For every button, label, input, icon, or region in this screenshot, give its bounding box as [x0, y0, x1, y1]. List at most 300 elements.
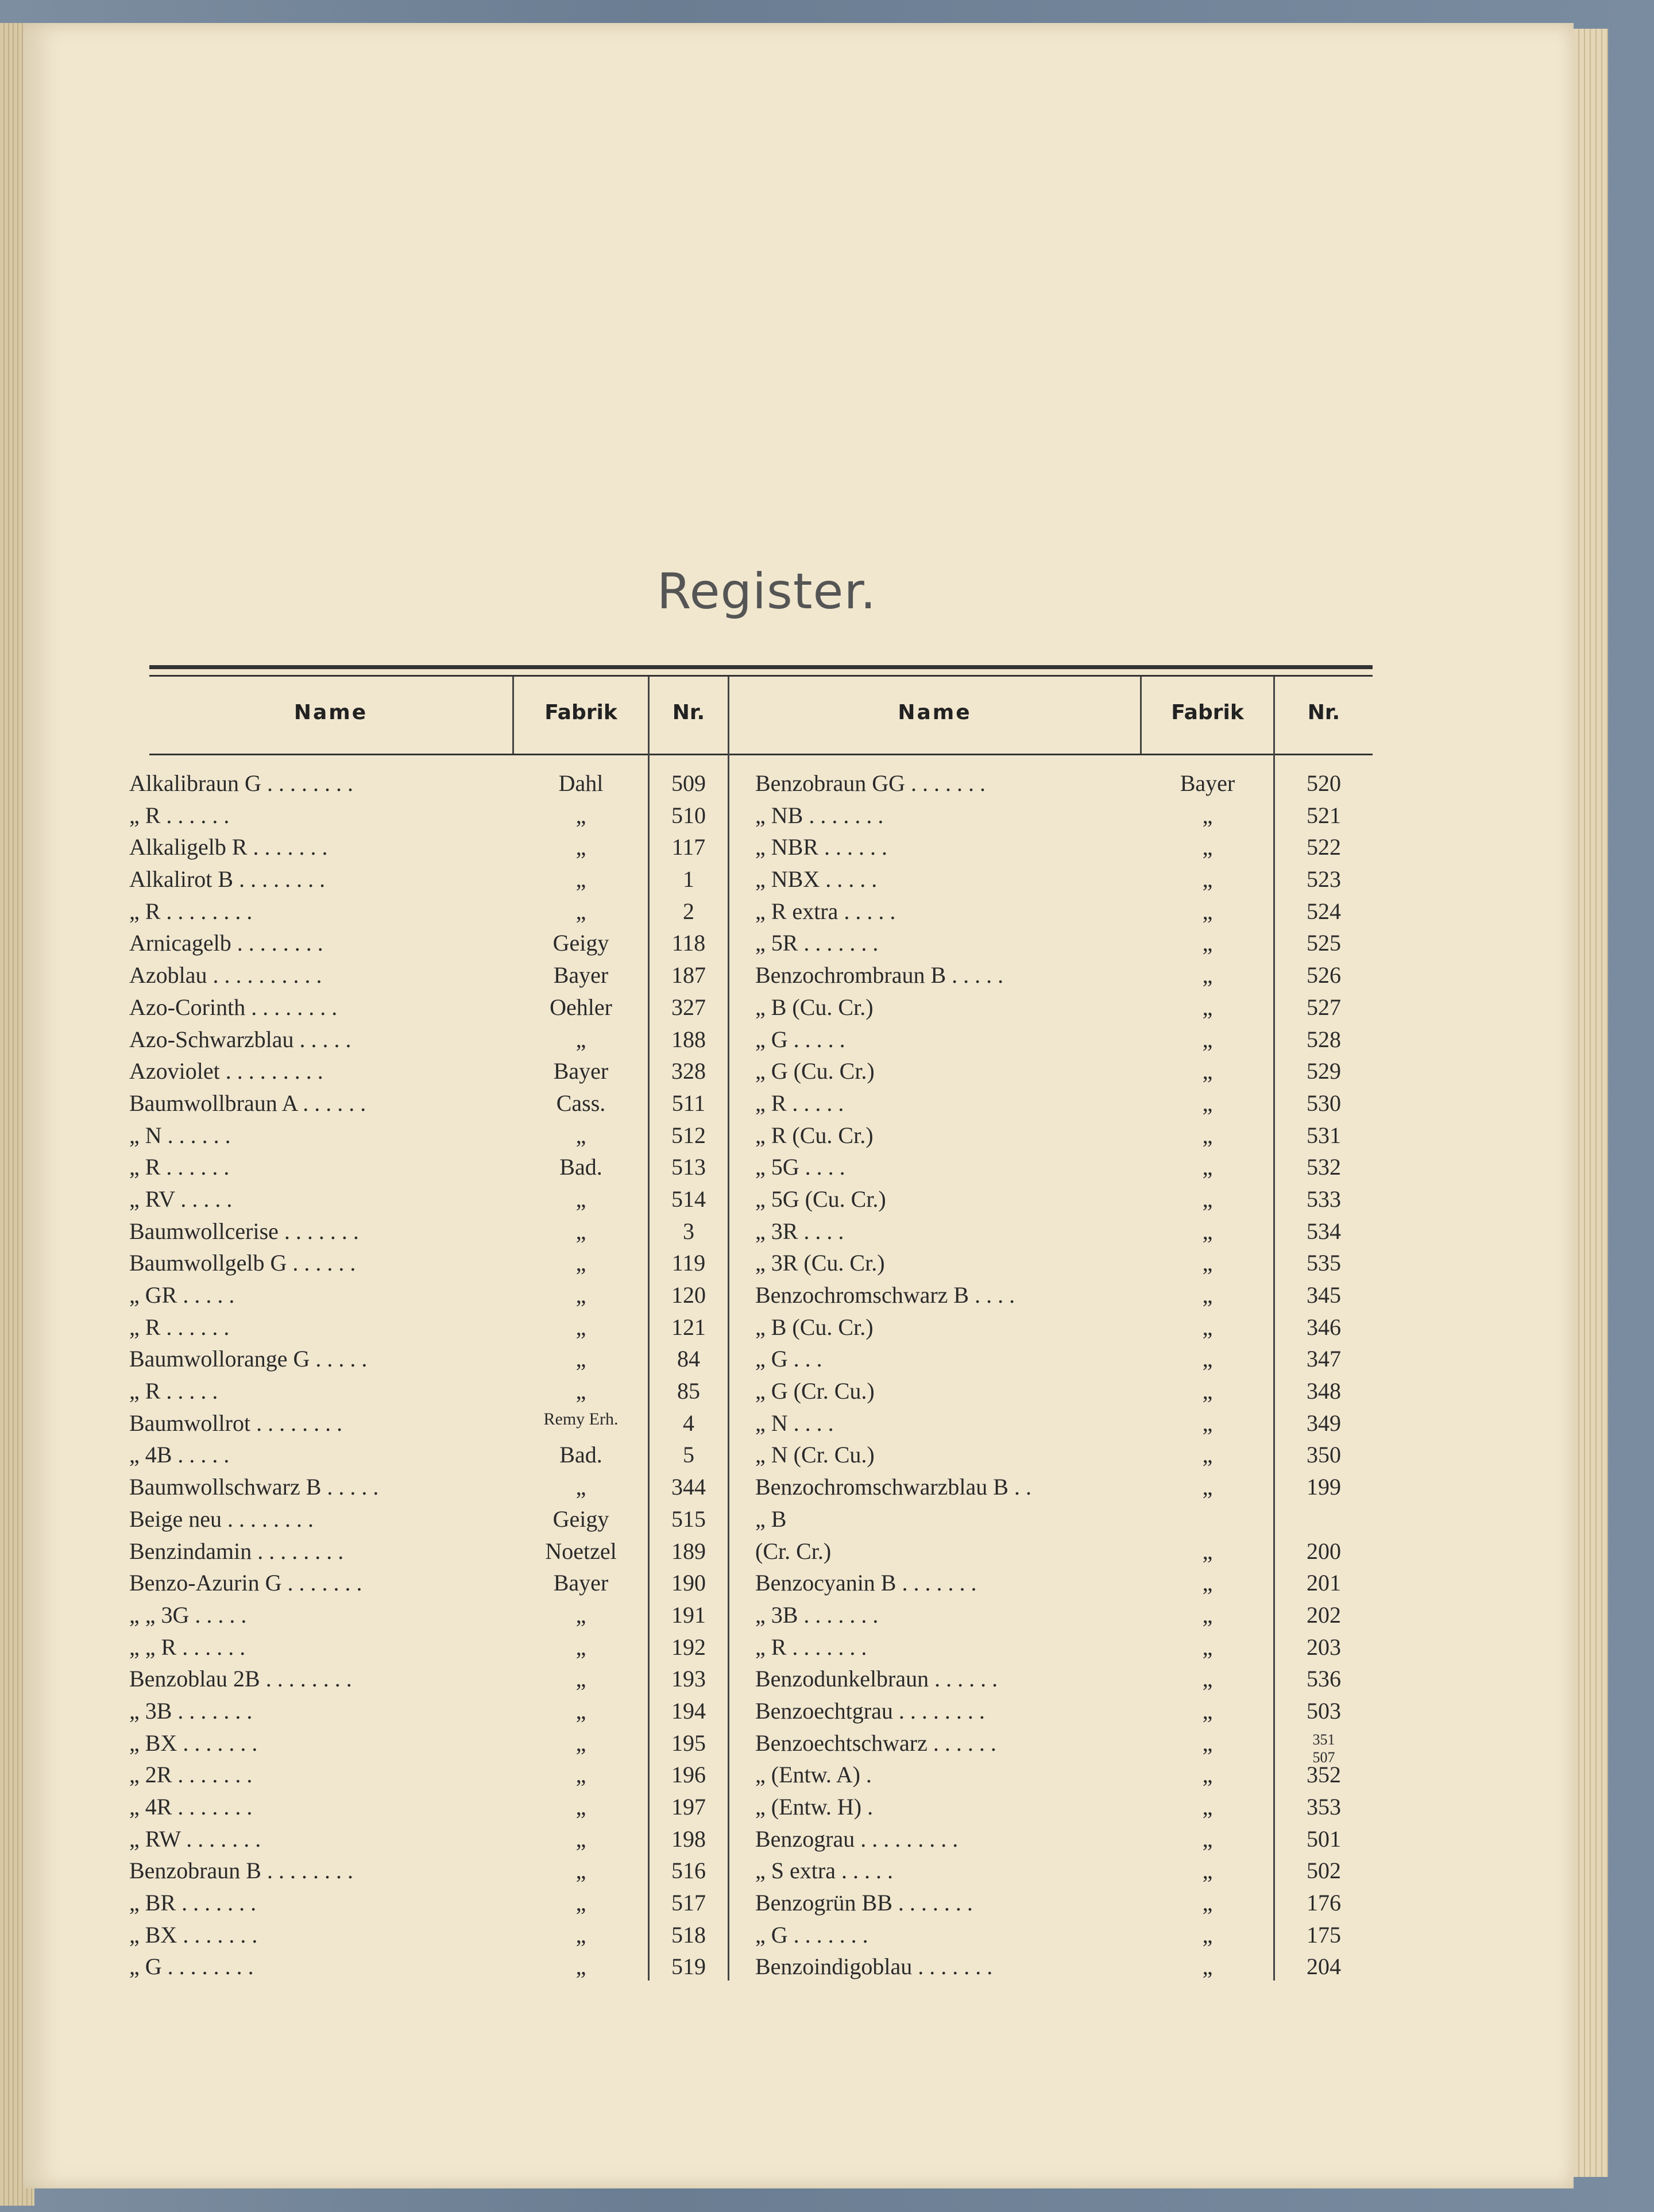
table-row: [129, 898, 728, 930]
table-row: [129, 929, 728, 962]
entry-name: „ R . . . . . . . .: [129, 898, 253, 924]
entry-number: 119: [671, 1250, 706, 1276]
entry-name: Benzobraun B . . . . . . . .: [129, 1858, 353, 1884]
table-row: [755, 1026, 1375, 1058]
entry-number: 502: [1307, 1858, 1341, 1884]
entry-name: Baumwollrot . . . . . . . .: [129, 1410, 343, 1436]
entry-name: Benzogrün BB . . . . . . .: [755, 1890, 973, 1916]
entry-fabrik: „: [575, 1474, 586, 1500]
entry-number: 353: [1307, 1794, 1341, 1820]
entry-number: 518: [671, 1921, 706, 1948]
entry-number: 534: [1307, 1218, 1341, 1244]
entry-name: „ N (Cr. Cu.): [755, 1442, 875, 1468]
entry-fabrik: „: [1202, 930, 1213, 956]
entry-name: „ R . . . . .: [755, 1090, 844, 1116]
entry-number: 118: [671, 930, 706, 956]
entry-name: Benzochromschwarz B . . . .: [755, 1282, 1015, 1308]
table-row: [129, 1410, 728, 1442]
entry-number: 201: [1307, 1570, 1341, 1596]
table-row: [129, 962, 728, 994]
entry-fabrik: „: [1202, 1026, 1213, 1052]
entry-number: 4: [683, 1410, 694, 1436]
entry-number-second: 507: [1312, 1748, 1335, 1766]
entry-number: 523: [1307, 866, 1341, 893]
entry-number: 515: [671, 1505, 706, 1532]
top-rule-thin: [149, 675, 1373, 677]
entry-number: 189: [671, 1538, 706, 1564]
entry-number: 175: [1307, 1921, 1341, 1948]
entry-name: Azoblau . . . . . . . . . .: [129, 962, 322, 989]
entry-number: 197: [671, 1794, 706, 1820]
table-row: [129, 1697, 728, 1730]
table-row: [755, 1218, 1375, 1250]
table-row: [129, 833, 728, 866]
entry-number: 528: [1307, 1026, 1341, 1052]
entry-fabrik: Bayer: [553, 962, 609, 989]
table-row: [755, 1665, 1375, 1697]
entry-name: „ R . . . . . .: [129, 1154, 230, 1180]
entry-number: 176: [1307, 1890, 1341, 1916]
table-row: [755, 1281, 1375, 1314]
entry-fabrik: „: [575, 1825, 586, 1852]
entry-name: Arnicagelb . . . . . . . .: [129, 930, 323, 956]
entry-number: 503: [1307, 1697, 1341, 1724]
entry-name: „ 3R . . . .: [755, 1218, 844, 1244]
header-rule: [149, 754, 1373, 755]
table-row: [755, 1953, 1375, 1985]
entry-name: Alkalirot B . . . . . . . .: [129, 866, 326, 893]
entry-number: 3: [683, 1218, 694, 1244]
table-row: [129, 1538, 728, 1570]
entry-number: 198: [671, 1825, 706, 1852]
entry-number: 519: [671, 1954, 706, 1980]
entry-number: 195: [671, 1730, 706, 1756]
entry-number: 196: [671, 1762, 706, 1788]
entry-fabrik: Bad.: [559, 1154, 602, 1180]
entry-fabrik: „: [575, 1122, 586, 1148]
entry-number: 521: [1307, 802, 1341, 828]
entry-name: „ BX . . . . . . .: [129, 1730, 258, 1756]
entry-name: „ „ R . . . . . .: [129, 1634, 246, 1660]
table-row: [755, 802, 1375, 834]
table-row: [755, 929, 1375, 962]
entry-number: 532: [1307, 1154, 1341, 1180]
entry-fabrik: „: [1202, 1666, 1213, 1692]
table-row: [755, 1314, 1375, 1346]
table-row: [755, 1505, 1375, 1538]
table-row: [755, 1538, 1375, 1570]
entry-name: „ BX . . . . . . .: [129, 1921, 258, 1948]
entry-number: 535: [1307, 1250, 1341, 1276]
entry-fabrik: „: [1202, 1314, 1213, 1340]
entry-fabrik: „: [575, 1218, 586, 1244]
left-column: [129, 770, 728, 1985]
entry-fabrik: „: [575, 1250, 586, 1276]
entry-number: 511: [671, 1090, 706, 1116]
entry-name: „ B (Cu. Cr.): [755, 1314, 874, 1340]
entry-fabrik: „: [1202, 1890, 1213, 1916]
entry-number: 501: [1307, 1825, 1341, 1852]
entry-number: 5: [683, 1442, 694, 1468]
entry-fabrik: „: [1202, 994, 1213, 1020]
entry-number: 121: [671, 1314, 706, 1340]
entry-fabrik: „: [575, 1921, 586, 1948]
entry-name: „ G . . . . . . . .: [129, 1954, 254, 1980]
entry-name: Beige neu . . . . . . . .: [129, 1505, 314, 1532]
entry-number: 517: [671, 1890, 706, 1916]
entry-fabrik: „: [575, 898, 586, 924]
top-rule: [149, 665, 1373, 669]
entry-name: „ 5G . . . .: [755, 1154, 845, 1180]
entry-number: 202: [1307, 1601, 1341, 1628]
entry-fabrik: „: [1202, 1825, 1213, 1852]
entry-name: Baumwollgelb G . . . . . .: [129, 1250, 356, 1276]
table-row: [755, 1153, 1375, 1186]
table-row: [129, 1634, 728, 1666]
entry-number: 520: [1307, 770, 1341, 796]
entry-number: 348: [1307, 1378, 1341, 1404]
entry-fabrik: „: [575, 802, 586, 828]
entry-number: 349: [1307, 1410, 1341, 1436]
entry-fabrik: „: [575, 1697, 586, 1724]
header-nr-right: Nr.: [1307, 701, 1340, 724]
table-row: [755, 1921, 1375, 1954]
entry-name: „ BR . . . . . . .: [129, 1890, 257, 1916]
entry-fabrik: Noetzel: [545, 1538, 617, 1564]
table-row: [129, 770, 728, 802]
entry-name: „ R . . . . . . .: [755, 1634, 867, 1660]
table-row: [755, 1634, 1375, 1666]
entry-fabrik: Oehler: [550, 994, 612, 1020]
entry-fabrik: „: [1202, 962, 1213, 989]
entry-fabrik: „: [1202, 1122, 1213, 1148]
entry-fabrik: „: [1202, 802, 1213, 828]
entry-name: „ R . . . . . .: [129, 802, 230, 828]
entry-name: Azoviolet . . . . . . . . .: [129, 1058, 323, 1084]
entry-fabrik: „: [1202, 1538, 1213, 1564]
register-page: [23, 23, 1574, 2188]
table-row: [129, 1601, 728, 1634]
entry-name: „ RV . . . . .: [129, 1186, 233, 1212]
entry-name: Benzocyanin B . . . . . . .: [755, 1570, 977, 1596]
entry-fabrik: Remy Erh.: [543, 1409, 619, 1429]
entry-name: Azo-Corinth . . . . . . . .: [129, 994, 338, 1020]
entry-fabrik: Bayer: [553, 1058, 609, 1084]
entry-fabrik: „: [1202, 1697, 1213, 1724]
entry-number: 203: [1307, 1634, 1341, 1660]
entry-fabrik: „: [575, 1954, 586, 1980]
table-row: [755, 1761, 1375, 1793]
table-row: [129, 1026, 728, 1058]
entry-number: 85: [677, 1378, 700, 1404]
entry-number: 352: [1307, 1762, 1341, 1788]
entry-fabrik: „: [575, 1890, 586, 1916]
header-name-left: Name: [293, 701, 368, 724]
table-row: [129, 1505, 728, 1538]
entry-number: 524: [1307, 898, 1341, 924]
entry-fabrik: „: [575, 834, 586, 860]
entry-name: Baumwollcerise . . . . . . .: [129, 1218, 359, 1244]
table-row: [129, 1793, 728, 1825]
entry-fabrik: „: [1202, 1058, 1213, 1084]
entry-fabrik: „: [1202, 898, 1213, 924]
table-row: [129, 1186, 728, 1218]
entry-fabrik: „: [1202, 866, 1213, 893]
entry-name: „ (Entw. H) .: [755, 1794, 874, 1820]
entry-name: „ 2R . . . . . . .: [129, 1762, 253, 1788]
entry-fabrik: „: [1202, 1921, 1213, 1948]
entry-fabrik: „: [575, 1762, 586, 1788]
entry-name: „ G . . . . .: [755, 1026, 845, 1052]
entry-fabrik: „: [1202, 1346, 1213, 1372]
entry-fabrik: „: [575, 1634, 586, 1660]
table-row: [755, 833, 1375, 866]
entry-number: 120: [671, 1282, 706, 1308]
entry-name: „ 5R . . . . . . .: [755, 930, 879, 956]
table-row: [755, 1473, 1375, 1505]
table-row: [129, 1953, 728, 1985]
table-row: [129, 1825, 728, 1858]
entry-number: 347: [1307, 1346, 1341, 1372]
entry-number: 527: [1307, 994, 1341, 1020]
entry-name: Baumwollorange G . . . . .: [129, 1346, 368, 1372]
entry-fabrik: „: [1202, 1730, 1213, 1756]
table-row: [755, 1249, 1375, 1281]
entry-number: 533: [1307, 1186, 1341, 1212]
entry-name: „ 4B . . . . .: [129, 1442, 230, 1468]
entry-name: (Cr. Cr.): [755, 1538, 832, 1564]
entry-fabrik: „: [575, 1314, 586, 1340]
entry-name: „ G (Cr. Cu.): [755, 1378, 875, 1404]
entry-number: 194: [671, 1697, 706, 1724]
table-row: [755, 1057, 1375, 1090]
entry-fabrik: „: [1202, 1186, 1213, 1212]
entry-number: 187: [671, 962, 706, 989]
entry-name: Benzoechtgrau . . . . . . . .: [755, 1697, 985, 1724]
entry-number: 529: [1307, 1058, 1341, 1084]
entry-fabrik: „: [575, 1026, 586, 1052]
entry-number: 327: [671, 994, 706, 1020]
entry-fabrik: „: [1202, 1442, 1213, 1468]
entry-fabrik: Geigy: [552, 930, 609, 956]
entry-name: „ NBR . . . . . .: [755, 834, 887, 860]
entry-fabrik: Bayer: [553, 1570, 609, 1596]
entry-fabrik: „: [575, 1730, 586, 1756]
entry-name: Benzochromschwarzblau B . .: [755, 1474, 1031, 1500]
entry-number: 350: [1307, 1442, 1341, 1468]
entry-fabrik: „: [575, 1282, 586, 1308]
entry-number: 190: [671, 1570, 706, 1596]
table-row: [755, 1825, 1375, 1858]
entry-number: 344: [671, 1474, 706, 1500]
entry-name: Benzochrombraun B . . . . .: [755, 962, 1004, 989]
header-fabrik-left: Fabrik: [544, 701, 617, 724]
table-row: [755, 1090, 1375, 1122]
entry-number: 512: [671, 1122, 706, 1148]
entry-number: 346: [1307, 1314, 1341, 1340]
entry-number-first: 351: [1312, 1731, 1335, 1748]
entry-fabrik: „: [575, 866, 586, 893]
table-row: [755, 1601, 1375, 1634]
entry-name: Baumwollbraun A . . . . . .: [129, 1090, 366, 1116]
entry-name: „ N . . . . . .: [129, 1122, 231, 1148]
entry-fabrik: Bayer: [1180, 770, 1235, 796]
table-row: [755, 1441, 1375, 1473]
entry-name: Benzograu . . . . . . . . .: [755, 1825, 959, 1852]
entry-number: 525: [1307, 930, 1341, 956]
entry-number: 509: [671, 770, 706, 796]
table-row: [755, 1569, 1375, 1601]
entry-name: „ 3B . . . . . . .: [755, 1601, 879, 1628]
entry-name: Benzoindigoblau . . . . . . .: [755, 1954, 993, 1980]
table-row: [129, 1441, 728, 1473]
entry-name: „ GR . . . . .: [129, 1282, 235, 1308]
entry-fabrik: „: [1202, 1858, 1213, 1884]
entry-name: „ „ 3G . . . . .: [129, 1601, 247, 1628]
entry-fabrik: „: [1202, 1250, 1213, 1276]
entry-fabrik: „: [1202, 1090, 1213, 1116]
center-divider: [728, 677, 729, 1981]
entry-name: Alkalibraun G . . . . . . . .: [129, 770, 353, 796]
entry-number: 530: [1307, 1090, 1341, 1116]
table-row: [755, 962, 1375, 994]
table-row: [129, 1281, 728, 1314]
table-row: [755, 898, 1375, 930]
entry-name: Benzoblau 2B . . . . . . . .: [129, 1666, 352, 1692]
entry-name: „ R (Cu. Cr.): [755, 1122, 874, 1148]
entry-fabrik: Cass.: [556, 1090, 606, 1116]
entry-fabrik: „: [1202, 1601, 1213, 1628]
header-nr-left: Nr.: [672, 701, 705, 724]
entry-number: 2: [683, 898, 694, 924]
entry-number: 514: [671, 1186, 706, 1212]
table-row: [129, 1857, 728, 1889]
entry-name: „ NBX . . . . .: [755, 866, 878, 893]
table-row: [129, 866, 728, 898]
table-row: [129, 1730, 728, 1762]
table-row: [755, 770, 1375, 802]
entry-fabrik: „: [1202, 1762, 1213, 1788]
entry-number: 191: [671, 1601, 706, 1628]
entry-name: „ G . . .: [755, 1346, 822, 1372]
entry-name: „ 5G (Cu. Cr.): [755, 1186, 886, 1212]
entry-name: „ NB . . . . . . .: [755, 802, 884, 828]
entry-fabrik: „: [575, 1858, 586, 1884]
entry-number: 204: [1307, 1954, 1341, 1980]
entry-fabrik: „: [1202, 1282, 1213, 1308]
entry-number: 522: [1307, 834, 1341, 860]
entry-name: Benzo-Azurin G . . . . . . .: [129, 1570, 362, 1596]
table-row: [755, 1697, 1375, 1730]
table-row: [129, 1761, 728, 1793]
entry-name: „ R . . . . .: [129, 1378, 218, 1404]
table-row: [129, 1665, 728, 1697]
entry-name: „ 3B . . . . . . .: [129, 1697, 253, 1724]
table-row: [129, 1569, 728, 1601]
entry-number: 1: [683, 866, 694, 893]
entry-number: 200: [1307, 1538, 1341, 1564]
table-row: [129, 1218, 728, 1250]
entry-fabrik: „: [1202, 1218, 1213, 1244]
table-row: [129, 1921, 728, 1954]
table-row: [755, 994, 1375, 1026]
entry-name: „ B: [755, 1505, 787, 1532]
entry-fabrik: Bad.: [559, 1442, 602, 1468]
table-row: [129, 994, 728, 1026]
entry-name: „ 4R . . . . . . .: [129, 1794, 253, 1820]
entry-number: 510: [671, 802, 706, 828]
entry-number: 526: [1307, 962, 1341, 989]
table-row: [755, 866, 1375, 898]
table-row: [129, 1314, 728, 1346]
entry-number: 193: [671, 1666, 706, 1692]
entry-name: Benzodunkelbraun . . . . . .: [755, 1666, 998, 1692]
page-title: Register.: [656, 563, 877, 620]
entry-name: Azo-Schwarzblau . . . . .: [129, 1026, 351, 1052]
entry-name: „ B (Cu. Cr.): [755, 994, 874, 1020]
entry-fabrik: Geigy: [552, 1505, 609, 1532]
table-row: [755, 1857, 1375, 1889]
entry-number: 117: [671, 834, 706, 860]
table-row: [755, 1122, 1375, 1154]
table-row: [129, 802, 728, 834]
table-row: [129, 1889, 728, 1921]
table-row: [129, 1473, 728, 1505]
entry-fabrik: „: [1202, 1410, 1213, 1436]
entry-name: Alkaligelb R . . . . . . .: [129, 834, 328, 860]
entry-name: „ G . . . . . . .: [755, 1921, 868, 1948]
table-row: [755, 1793, 1375, 1825]
entry-fabrik: „: [1202, 1570, 1213, 1596]
table-row: [755, 1889, 1375, 1921]
entry-name: „ R . . . . . .: [129, 1314, 230, 1340]
entry-fabrik: „: [575, 1186, 586, 1212]
entry-name: Baumwollschwarz B . . . . .: [129, 1474, 379, 1500]
entry-name: Benzoechtschwarz . . . . . .: [755, 1730, 996, 1756]
entry-fabrik: „: [575, 1794, 586, 1820]
entry-fabrik: „: [575, 1666, 586, 1692]
table-row: [129, 1057, 728, 1090]
table-row: [129, 1153, 728, 1186]
entry-name: Benzobraun GG . . . . . . .: [755, 770, 986, 796]
entry-number: 345: [1307, 1282, 1341, 1308]
entry-number: 192: [671, 1634, 706, 1660]
table-row: [755, 1410, 1375, 1442]
table-row: [129, 1345, 728, 1377]
entry-fabrik: „: [1202, 1794, 1213, 1820]
entry-name: „ R extra . . . . .: [755, 898, 896, 924]
entry-number: 513: [671, 1154, 706, 1180]
entry-number: 536: [1307, 1666, 1341, 1692]
table-row: [129, 1122, 728, 1154]
entry-fabrik: Dahl: [558, 770, 604, 796]
entry-name: „ (Entw. A) .: [755, 1762, 872, 1788]
right-column: [755, 770, 1375, 1985]
entry-fabrik: „: [575, 1601, 586, 1628]
header-fabrik-right: Fabrik: [1171, 701, 1244, 724]
table-row: [129, 1249, 728, 1281]
header-name-right: Name: [898, 701, 972, 724]
table-row: [755, 1730, 1375, 1766]
entry-number: 84: [677, 1346, 700, 1372]
entry-fabrik: „: [1202, 1474, 1213, 1500]
entry-name: „ RW . . . . . . .: [129, 1825, 261, 1852]
entry-name: „ G (Cu. Cr.): [755, 1058, 875, 1084]
entry-fabrik: „: [1202, 1954, 1213, 1980]
entry-fabrik: „: [1202, 834, 1213, 860]
entry-fabrik: „: [1202, 1378, 1213, 1404]
entry-fabrik: „: [1202, 1634, 1213, 1660]
